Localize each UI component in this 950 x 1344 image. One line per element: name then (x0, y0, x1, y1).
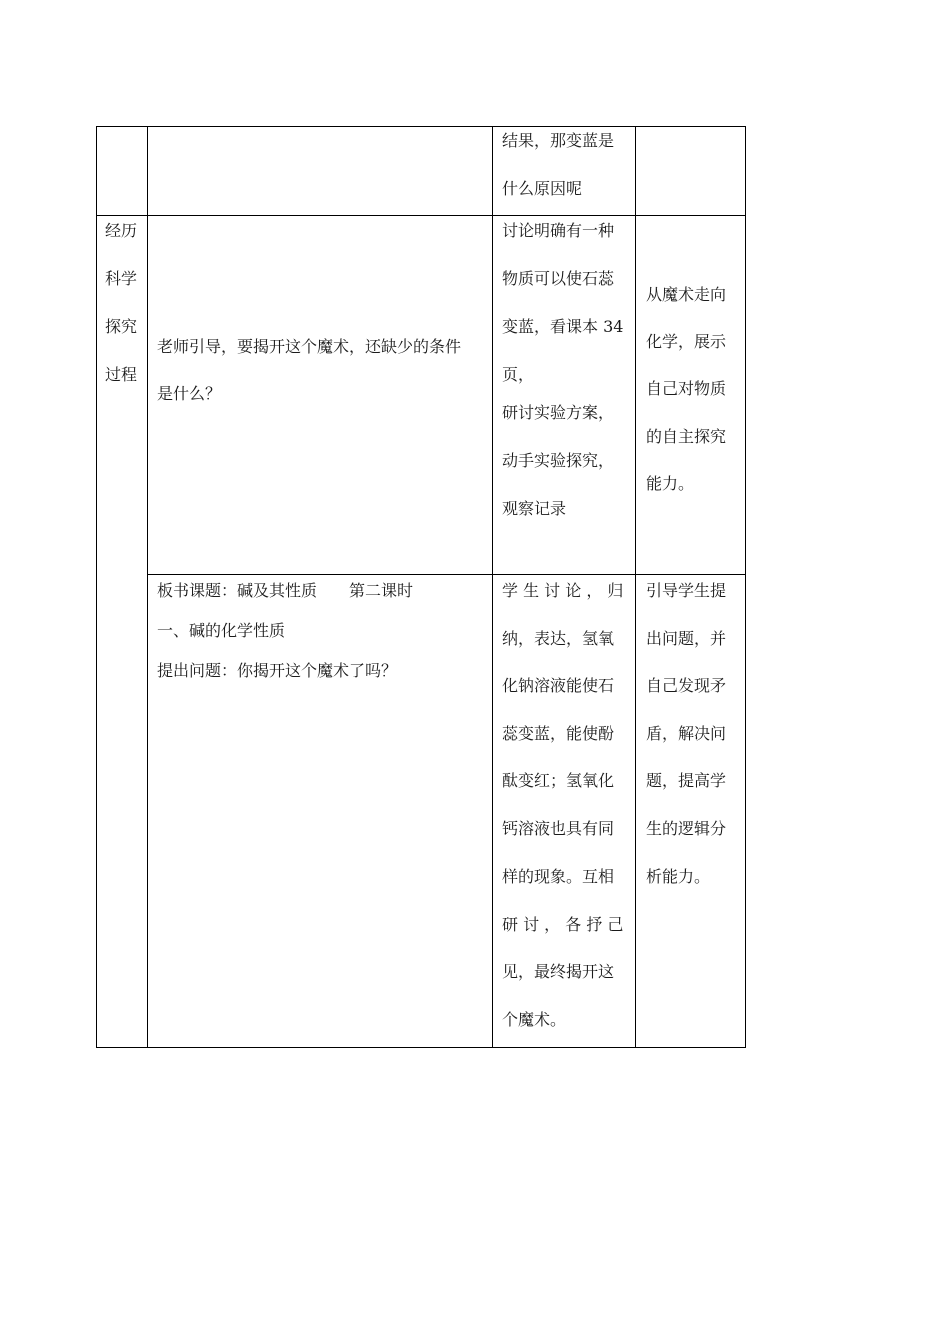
student-activity-line: 见，最终揭开这 (502, 962, 615, 981)
table-border-bottom (96, 1047, 746, 1048)
design-intent-line: 自己发现矛 (646, 676, 727, 695)
stage-label-line: 过程 (105, 365, 138, 384)
student-activity-line: 页， (502, 365, 535, 384)
design-intent-line: 引导学生提 (646, 581, 727, 600)
student-activity-line: 什么原因呢 (502, 179, 583, 198)
student-activity-line: 个魔术。 (502, 1010, 567, 1029)
table-border-top (96, 126, 746, 127)
design-intent-line: 化学，展示 (646, 332, 727, 351)
student-activity-line: 研讨实验方案， (502, 403, 615, 422)
teacher-activity-line: 板书课题：碱及其性质 第二课时 (157, 581, 414, 600)
student-activity-line: 酞变红；氢氧化 (502, 771, 615, 790)
design-intent-line: 生的逻辑分 (646, 819, 727, 838)
teacher-activity-line: 提出问题：你揭开这个魔术了吗？ (157, 661, 398, 680)
column-divider (147, 126, 148, 1048)
teacher-activity-line: 一、碱的化学性质 (157, 621, 286, 640)
student-activity-line: 讨论明确有一种 (502, 221, 615, 240)
student-activity-line: 钙溶液也具有同 (502, 819, 615, 838)
design-intent-line: 出问题，并 (646, 629, 727, 648)
row-divider (147, 574, 746, 575)
design-intent-line: 能力。 (646, 474, 695, 493)
student-activity-line: 结果，那变蓝是 (502, 131, 615, 150)
design-intent-line: 的自主探究 (646, 427, 727, 446)
student-activity-line: 纳，表达，氢氧 (502, 629, 615, 648)
student-activity-line: 学 生 讨 论 ， 归 (502, 581, 624, 600)
teacher-activity-line: 老师引导，要揭开这个魔术，还缺少的条件 (157, 337, 462, 356)
student-activity-line: 样的现象。互相 (502, 867, 615, 886)
column-divider (492, 126, 493, 1048)
student-activity-line: 变蓝，看课本 34 (502, 317, 624, 336)
table-border-right (745, 126, 746, 1048)
row-divider (96, 215, 746, 216)
teacher-activity-line: 是什么？ (157, 384, 222, 403)
student-activity-line: 蕊变蓝，能使酚 (502, 724, 615, 743)
student-activity-line: 化钠溶液能使石 (502, 676, 615, 695)
column-divider (635, 126, 636, 1048)
student-activity-line: 观察记录 (502, 499, 567, 518)
student-activity-line: 动手实验探究， (502, 451, 615, 470)
design-intent-line: 从魔术走向 (646, 285, 727, 304)
design-intent-line: 题，提高学 (646, 771, 727, 790)
student-activity-line: 物质可以使石蕊 (502, 269, 615, 288)
design-intent-line: 盾，解决问 (646, 724, 727, 743)
design-intent-line: 析能力。 (646, 867, 711, 886)
design-intent-line: 自己对物质 (646, 379, 727, 398)
stage-label-line: 经历 (105, 221, 138, 240)
stage-label-line: 科学 (105, 269, 138, 288)
table-border-left (96, 126, 97, 1048)
stage-label-line: 探究 (105, 317, 138, 336)
student-activity-line: 研 讨 ， 各 抒 己 (502, 915, 624, 934)
